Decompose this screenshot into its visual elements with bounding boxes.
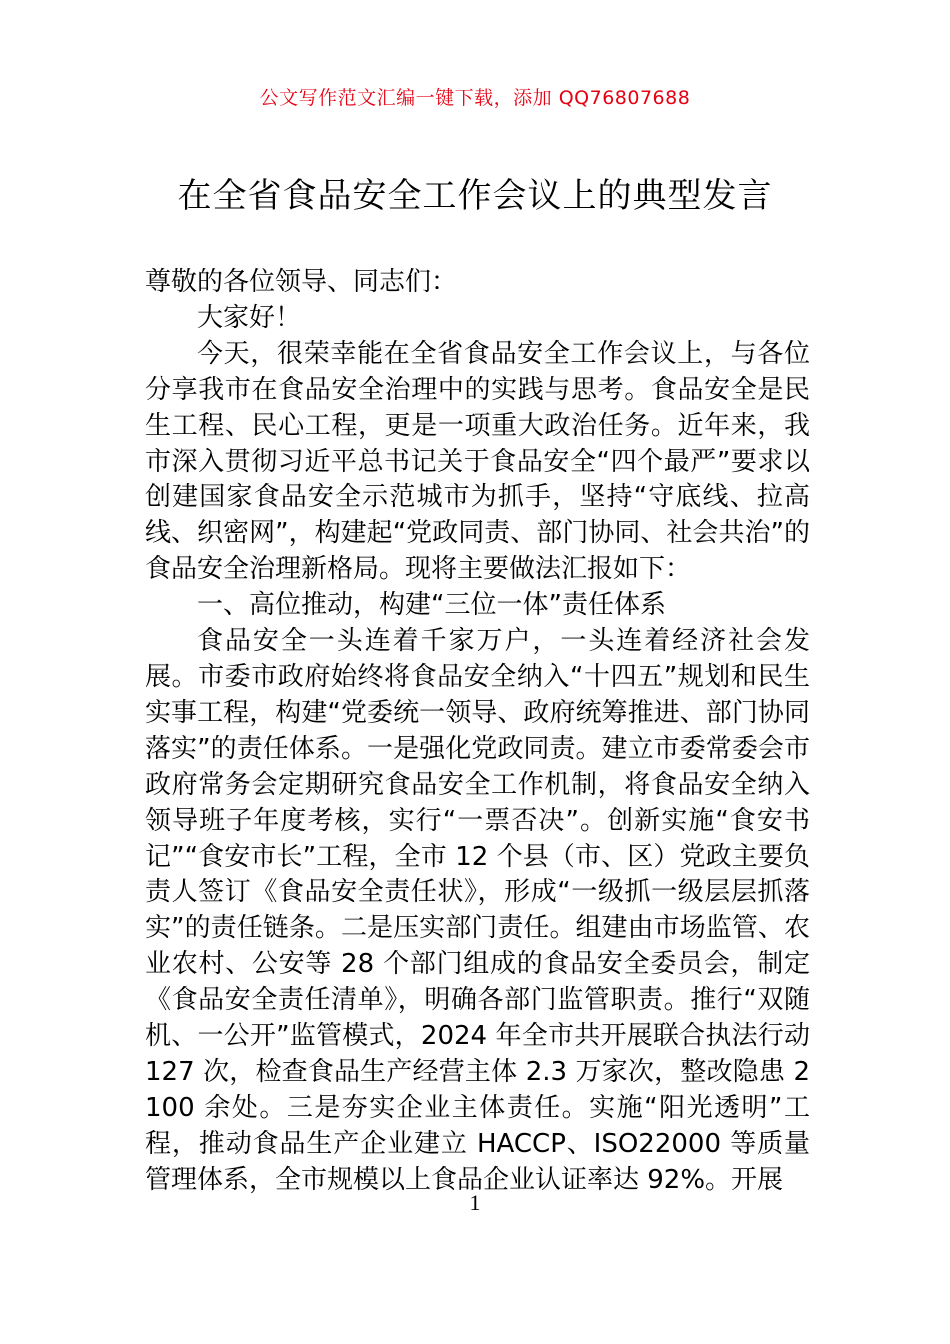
greeting: 大家好！ [197, 302, 302, 333]
document-title: 在全省食品安全工作会议上的典型发言 [177, 176, 773, 216]
download-promo-note: 公文写作范文汇编一键下载，添加 QQ76807688 [259, 87, 691, 109]
paragraph-intro: 今天，很荣幸能在全省食品安全工作会议上，与各位分享我市在食品安全治理中的实践与思考。食品安全是民生工程、民心工程，更是一项重大政治任务。近年来，我市深入贯彻习近平总书记关于食品安全“四个最严”要求以创建国家食品安全示范城市为抓手，坚持“守底线、拉高线、织密网”，构建起“党政同责、部门协同、社会共治”的食品安全治理新格局。现将主要做法汇报如下： [145, 338, 810, 585]
page-number: 1 [469, 1190, 481, 1215]
section-heading-1: 一、高位推动，构建“三位一体”责任体系 [197, 590, 666, 621]
document-body [145, 265, 810, 1199]
salutation: 尊敬的各位领导、同志们： [145, 267, 458, 297]
paragraph-section-1: 食品安全一头连着千家万户，一头连着经济社会发展。市委市政府始终将食品安全纳入“十四五”规划和民生实事工程，构建“党委统一领导、政府统筹推进、部门协同落实”的责任体系。一是强化党政同责。建立市委常委会市政府常务会定期研究食品安全工作机制，将食品安全纳入领导班子年度考核，实行“一票否决”。创新实施“食安书记”“食安市长”工程，全市 12 个县（市、区）党政主要负责人签订《食品安全责任状》，形成“一级抓一级层层抓落实”的责任链条。二是压实部门责任。组建由市场监管、农业农村、公安等 28 个部门组成的食品安全委员会，制定《食品安全责任清单》，明确各部门监管职责。推行“双随机、一公开”监管模式，2024 年全市共开展联合执法行动 127 次，检查食品生产经营主体 2.3 万家次，整改隐患 2100 余处。三是夯实企业主体责任。实施“阳光透明”工程，推动食品生产企业建立 HACCP、ISO22000 等质量管理体系，全市规模以上食品企业认证率达 92%。开展 [145, 626, 810, 1195]
